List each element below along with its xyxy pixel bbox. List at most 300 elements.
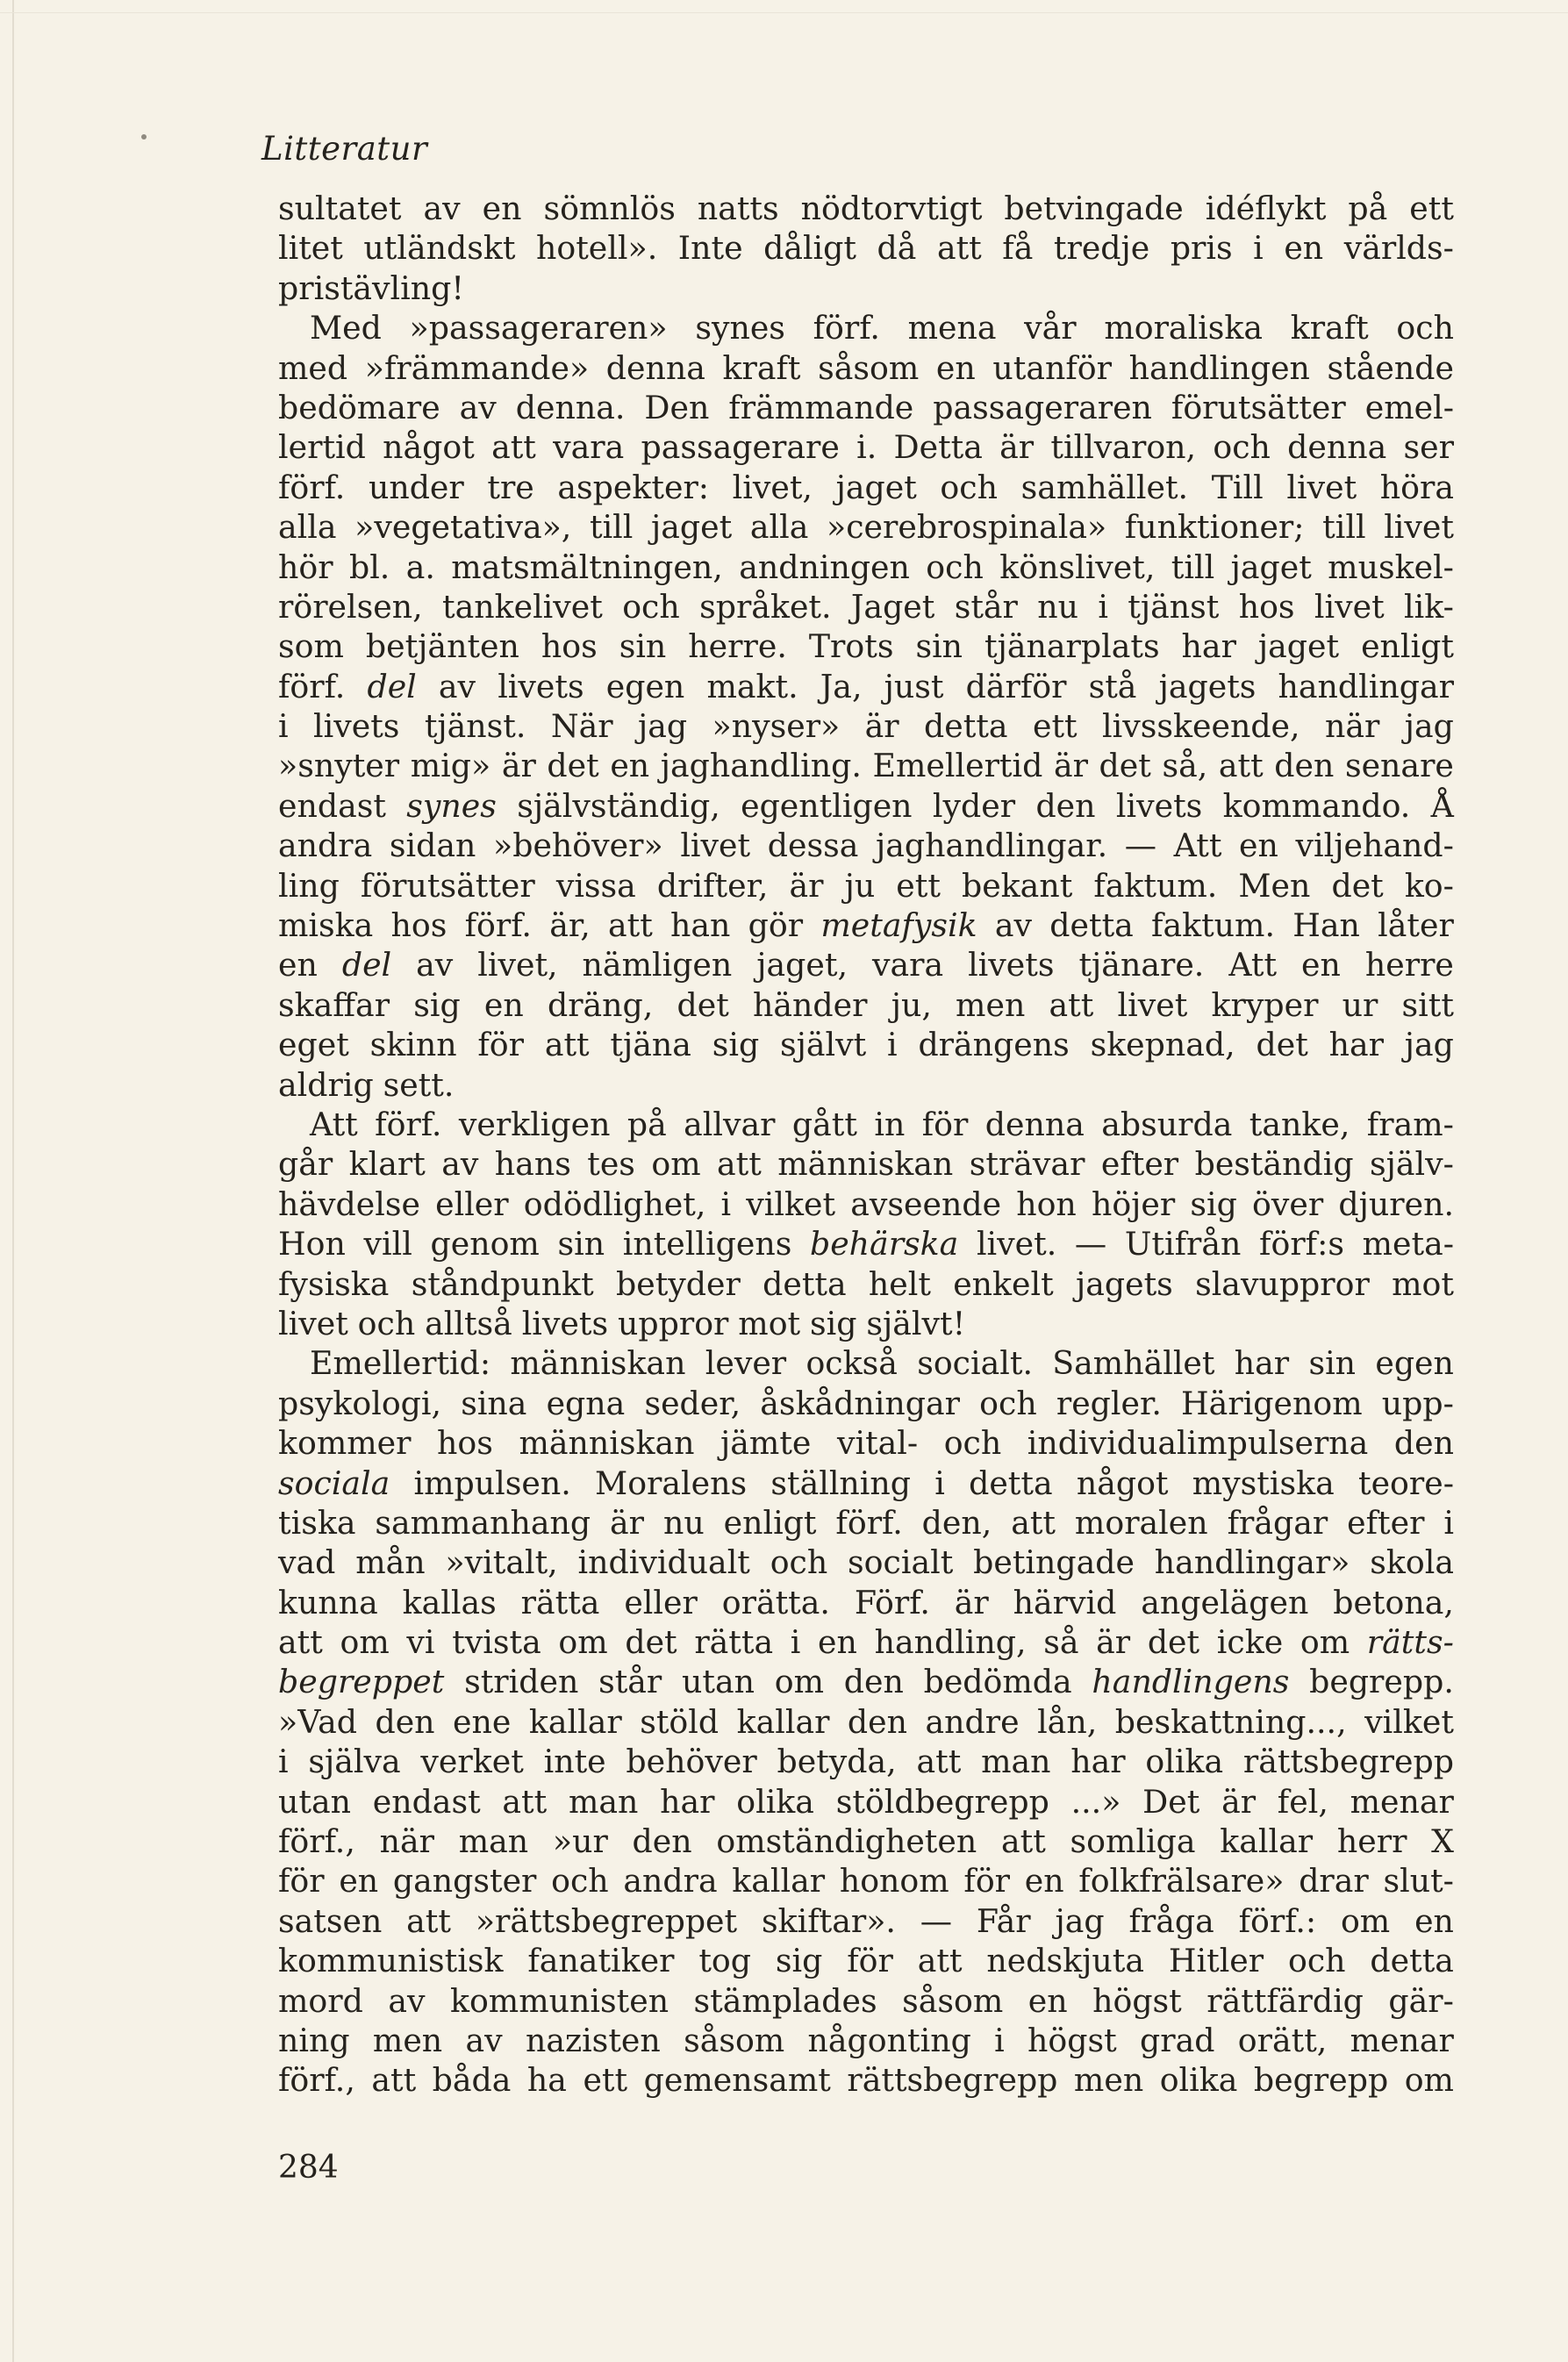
word: sig <box>413 985 461 1024</box>
word: denna. <box>515 388 626 426</box>
word: det <box>1147 1623 1200 1662</box>
word: Det <box>1142 1782 1200 1821</box>
text-line <box>278 507 1454 547</box>
word: folkfrälsare» <box>1078 1862 1285 1900</box>
word: ett <box>1032 707 1078 746</box>
word: rättfärdig <box>1206 1981 1364 2020</box>
word: till <box>1171 548 1215 586</box>
word: och <box>1288 1942 1346 1980</box>
text-line <box>278 2021 1454 2060</box>
word: ur <box>1342 985 1378 1024</box>
word: fråga <box>1128 1901 1214 1940</box>
word: men <box>956 985 1026 1024</box>
word: sina <box>461 1384 527 1422</box>
word: dessa <box>767 827 859 865</box>
word: tiska <box>278 1503 356 1542</box>
word: tjänarplats <box>984 627 1160 666</box>
word: detta <box>1049 906 1134 945</box>
word: i <box>790 1623 801 1662</box>
word: man <box>981 1743 1051 1781</box>
word: jaget <box>835 468 917 506</box>
word: — <box>1124 827 1157 865</box>
word: för <box>477 1026 525 1064</box>
word: jagets <box>1075 1264 1173 1303</box>
word: seder, <box>644 1384 741 1422</box>
word: man <box>568 1782 639 1821</box>
word: och <box>943 1424 1002 1463</box>
text-line <box>278 1304 1454 1343</box>
word: en <box>1414 1901 1454 1940</box>
word: mig» <box>410 747 491 785</box>
word: emel- <box>1364 388 1454 426</box>
word: till <box>1322 508 1366 547</box>
word: står <box>954 587 1018 626</box>
word: förf.: <box>1238 1901 1317 1940</box>
word: och <box>551 1862 609 1900</box>
text-line <box>278 1144 1454 1184</box>
word: låter <box>1378 906 1454 945</box>
text-line <box>278 1622 1454 1662</box>
word: hon <box>1016 1185 1077 1223</box>
emphasized-word: sociala <box>278 1464 390 1502</box>
word: angelägen <box>1141 1583 1309 1621</box>
word: man <box>458 1822 529 1861</box>
text-line <box>278 1662 1454 1701</box>
word: den <box>1035 786 1096 825</box>
word: somliga <box>1070 1822 1196 1861</box>
word: socialt. <box>917 1344 1033 1383</box>
word: den <box>1393 1424 1454 1463</box>
emphasized-word: behärska <box>809 1225 959 1263</box>
word: när <box>379 1822 434 1861</box>
word: gär- <box>1388 1981 1454 2020</box>
word: slavuppror <box>1195 1264 1370 1303</box>
word: utanför <box>992 348 1112 387</box>
word: nödtorvtigt <box>800 190 983 227</box>
text-line <box>278 905 1454 945</box>
word: kallas <box>402 1583 497 1621</box>
word: Han <box>1292 906 1360 945</box>
word: skaffar <box>278 985 390 1024</box>
word: sin <box>619 627 667 666</box>
word: själva <box>308 1743 401 1781</box>
word: människan <box>510 1344 686 1383</box>
word: det <box>1099 747 1151 785</box>
word: förf. <box>464 906 532 945</box>
word: jaget, <box>756 946 848 984</box>
text-line <box>278 667 1454 706</box>
word: »snyter <box>278 747 400 785</box>
word: andre <box>925 1702 1020 1741</box>
word: ha <box>526 2061 567 2100</box>
word: en <box>1239 827 1278 865</box>
word: rättsbegrepp <box>847 2061 1058 2100</box>
word: psykologi, <box>278 1384 442 1422</box>
word: en <box>1024 1862 1064 1900</box>
word: har <box>1234 1344 1290 1383</box>
word: den, <box>921 1503 992 1542</box>
word: så, <box>1162 747 1208 785</box>
text-line <box>278 706 1454 746</box>
word: Utifrån <box>1124 1225 1242 1263</box>
word: mena <box>907 309 997 347</box>
word: vill <box>363 1225 412 1263</box>
page-number: 284 <box>278 2150 339 2186</box>
word: ene <box>453 1702 512 1741</box>
word: just <box>884 667 944 705</box>
word: i. <box>856 428 877 467</box>
word: händer <box>753 985 868 1024</box>
emphasized-word: synes <box>406 786 497 825</box>
word: endast <box>372 1782 481 1821</box>
text-line <box>278 1822 1454 1861</box>
word: mord <box>278 1981 363 2020</box>
word: ko- <box>1404 866 1454 905</box>
word: vital- <box>836 1424 919 1463</box>
word: att <box>278 1623 323 1662</box>
word: i <box>278 707 289 746</box>
word: sin <box>557 1225 605 1263</box>
word: den <box>843 1663 904 1701</box>
word: rätta <box>520 1583 600 1621</box>
text-line <box>278 1264 1454 1304</box>
word: muskel- <box>1328 548 1454 586</box>
word: har <box>1328 1026 1384 1064</box>
page-edge <box>12 0 14 2362</box>
word: sig <box>1190 1185 1237 1223</box>
word: verkligen <box>458 1105 611 1143</box>
word: om <box>1300 1623 1350 1662</box>
word: när <box>1324 707 1380 746</box>
word: Att <box>1173 827 1222 865</box>
word: en <box>278 946 318 984</box>
word: stå <box>1088 667 1137 705</box>
word: kunna <box>278 1583 378 1621</box>
word: striden <box>464 1663 579 1701</box>
word: förf. <box>278 468 346 506</box>
word: grad <box>1140 2021 1215 2059</box>
word: utan <box>278 1782 351 1821</box>
word: slut- <box>1383 1862 1454 1900</box>
word: främmande <box>728 388 914 426</box>
word: så <box>1043 1623 1079 1662</box>
word: livet <box>1384 508 1454 547</box>
word: Detta <box>893 428 983 467</box>
word: beständig <box>1194 1145 1354 1184</box>
word: stöld <box>640 1702 720 1741</box>
word: något <box>383 428 475 467</box>
word: är <box>1221 1782 1257 1821</box>
word: i <box>720 1185 732 1223</box>
word: höra <box>1379 468 1454 506</box>
word: för <box>921 1105 969 1143</box>
word: och <box>770 1543 828 1582</box>
word: jagets <box>1158 667 1257 705</box>
word: att <box>1218 747 1264 785</box>
word: gemensamt <box>643 2061 831 2100</box>
text-line <box>278 1782 1454 1822</box>
word: det <box>1256 1026 1308 1064</box>
text-line <box>278 1185 1454 1224</box>
word: omständigheten <box>716 1822 977 1861</box>
word: språket. <box>699 587 832 626</box>
word: klart <box>348 1145 426 1184</box>
word: fram- <box>1366 1105 1454 1143</box>
word: faktum. <box>1151 906 1276 945</box>
word: kommunisten <box>449 1981 669 2020</box>
word: allvar <box>684 1105 776 1143</box>
word: enligt <box>1361 627 1454 666</box>
word: olika <box>736 1782 814 1821</box>
word: samhället. <box>1020 468 1189 506</box>
word: meta- <box>1362 1225 1454 1263</box>
word: och <box>1396 309 1454 347</box>
word: miska <box>278 906 374 945</box>
word: endast <box>278 786 386 825</box>
word: ett <box>583 2061 628 2100</box>
word: har <box>660 1782 715 1821</box>
word: faktum. <box>1093 866 1218 905</box>
word: enkelt <box>953 1264 1054 1303</box>
word: mot <box>1392 1264 1454 1303</box>
word: synes <box>695 309 785 347</box>
word: till <box>589 508 634 547</box>
word: begrepp. <box>1309 1663 1454 1701</box>
text-line <box>278 468 1454 507</box>
word: livets <box>968 946 1055 984</box>
word: att <box>502 1782 548 1821</box>
word: sitt <box>1401 985 1454 1024</box>
text-line <box>278 268 1454 308</box>
word: förutsätter <box>1171 388 1346 426</box>
word: att <box>717 1145 762 1184</box>
word: av <box>441 1145 479 1184</box>
word: regler. <box>1056 1384 1162 1422</box>
word: högst <box>1027 2021 1117 2059</box>
word: jag <box>1055 1901 1105 1940</box>
word: andra <box>278 827 373 865</box>
word: mån <box>355 1543 426 1582</box>
word: makt. <box>706 667 798 705</box>
word: tankelivet <box>442 587 603 626</box>
word: andningen <box>739 548 910 586</box>
word: dräng, <box>547 985 654 1024</box>
word: på <box>626 1105 667 1143</box>
word: sin <box>915 627 963 666</box>
word: kallar <box>528 1702 622 1741</box>
word: kommando. <box>1222 786 1411 825</box>
word: alltså <box>425 1304 512 1342</box>
word: lik- <box>1404 587 1454 626</box>
word: att <box>1011 1503 1056 1542</box>
word: tredje <box>1053 229 1150 268</box>
text-line <box>278 427 1454 467</box>
word: »nyser» <box>712 707 841 746</box>
word: herre <box>1364 946 1454 984</box>
text-line <box>278 945 1454 984</box>
word: en <box>1284 229 1324 268</box>
word: vi <box>406 1623 435 1662</box>
word: detta <box>1370 1942 1454 1980</box>
word: kommer <box>278 1424 412 1463</box>
word: människan <box>777 1145 954 1184</box>
word: ett <box>1409 190 1454 227</box>
word: härvid <box>1013 1583 1117 1621</box>
word: tjänare. <box>1078 946 1205 984</box>
word: stöldbegrepp <box>835 1782 1049 1821</box>
word: nazisten <box>525 2021 661 2059</box>
word: människan <box>519 1424 695 1463</box>
word: är <box>789 866 824 905</box>
text-line <box>278 2060 1454 2100</box>
word: lån, <box>1037 1702 1098 1741</box>
word: begrepp <box>1253 2061 1389 2100</box>
word: »behöver» <box>493 827 663 865</box>
word: sammanhang <box>375 1503 591 1542</box>
emphasized-word: del <box>341 946 392 984</box>
word: teore- <box>1357 1464 1454 1502</box>
word: tjänst <box>1128 587 1220 626</box>
word: om <box>340 1623 390 1662</box>
word: egen <box>1375 1344 1454 1383</box>
text-line <box>278 548 1454 587</box>
word: av <box>465 2021 503 2059</box>
word: i <box>887 1026 898 1064</box>
word: förf., <box>278 1822 355 1861</box>
text-line <box>278 1065 1454 1105</box>
word: egentligen <box>741 786 913 825</box>
word: en <box>818 1623 857 1662</box>
word: Får <box>976 1901 1031 1940</box>
word: jämte <box>720 1424 812 1463</box>
word: hos <box>1238 587 1295 626</box>
word: hotell». <box>535 229 658 268</box>
word: handlingar» <box>1154 1543 1350 1582</box>
word: hans <box>494 1145 571 1184</box>
word: tjäna <box>610 1026 691 1064</box>
word: hör <box>278 548 333 586</box>
word: något <box>1076 1464 1169 1502</box>
word: betingade <box>973 1543 1135 1582</box>
word: för <box>278 1862 325 1900</box>
word: att <box>544 1026 590 1064</box>
word: bl. <box>348 548 390 586</box>
text-line <box>278 189 1454 228</box>
word: jag <box>1404 707 1454 746</box>
word: men <box>1073 2061 1144 2100</box>
word: helt <box>868 1264 931 1303</box>
word: Hitler <box>1168 1942 1264 1980</box>
word: jaget <box>1257 627 1340 666</box>
word: hävdelse <box>278 1185 420 1223</box>
text-line <box>278 587 1454 626</box>
word: nämligen <box>582 946 733 984</box>
word: eget <box>278 1026 349 1064</box>
word: olika <box>1159 2061 1238 2100</box>
word: rätta <box>694 1623 774 1662</box>
word: alla <box>749 508 809 547</box>
word: litet <box>278 229 343 268</box>
word: för <box>847 1942 893 1980</box>
word: sig <box>712 1026 760 1064</box>
word: Moralens <box>595 1464 748 1502</box>
word: nedskjuta <box>986 1942 1144 1980</box>
word: handling, <box>874 1623 1027 1662</box>
word: båda <box>432 2061 512 2100</box>
word: såsom <box>684 2021 785 2059</box>
emphasized-word: begreppet <box>278 1663 445 1701</box>
word: skepnad, <box>1090 1026 1235 1064</box>
word: Den <box>644 388 710 426</box>
word: livet <box>680 827 751 865</box>
word: själv- <box>1370 1145 1454 1184</box>
emphasized-word: metafysik <box>820 906 977 945</box>
word: att <box>607 906 653 945</box>
word: livet <box>1286 468 1357 506</box>
word: mystiska <box>1192 1464 1335 1502</box>
word: livsskeende, <box>1102 707 1300 746</box>
word: a. <box>405 548 435 586</box>
word: honom <box>839 1862 949 1900</box>
word: bedömare <box>278 388 440 426</box>
word: i <box>278 1743 289 1781</box>
word: står <box>598 1663 662 1701</box>
word: »vitalt, <box>445 1543 558 1582</box>
word: om <box>1404 2061 1454 2100</box>
word: beskattning..., <box>1114 1702 1347 1741</box>
word: självständig, <box>517 786 720 825</box>
word: könslivet, <box>999 548 1156 586</box>
word: på <box>1348 190 1388 227</box>
text-line <box>278 1343 1454 1383</box>
word: fanatiker <box>527 1942 675 1980</box>
text-line <box>278 985 1454 1025</box>
word: världs- <box>1343 229 1454 268</box>
word: sett. <box>383 1065 455 1104</box>
word: passageraren <box>933 388 1152 426</box>
text-line <box>278 1542 1454 1582</box>
word: det <box>1331 866 1384 905</box>
word: gått <box>791 1105 857 1143</box>
word: tjänst. <box>424 707 526 746</box>
word: såsom <box>902 1981 1004 2020</box>
text-line <box>278 348 1454 388</box>
emphasized-word: del <box>367 667 417 705</box>
word: betjänten <box>365 627 519 666</box>
word: drifter, <box>656 866 769 905</box>
word: sömnlös <box>543 190 676 227</box>
word: är <box>1053 747 1088 785</box>
word: av <box>423 190 461 227</box>
word: drängens <box>918 1026 1070 1064</box>
word: nu <box>1037 587 1079 626</box>
emphasized-word: rätts- <box>1366 1623 1454 1662</box>
word: absurda <box>1101 1105 1233 1143</box>
word: är <box>954 1583 989 1621</box>
word: Hon <box>278 1225 346 1263</box>
word: andra <box>623 1862 718 1900</box>
word: men <box>372 2021 443 2059</box>
word: lyder <box>932 786 1016 825</box>
word: självt! <box>866 1304 966 1342</box>
word: en <box>482 190 522 227</box>
word: Ja, <box>820 667 863 705</box>
word: går <box>278 1145 333 1184</box>
word: ju <box>844 866 876 905</box>
word: och <box>1213 428 1271 467</box>
word: olika <box>1145 1743 1224 1781</box>
word: menar <box>1350 2021 1454 2059</box>
